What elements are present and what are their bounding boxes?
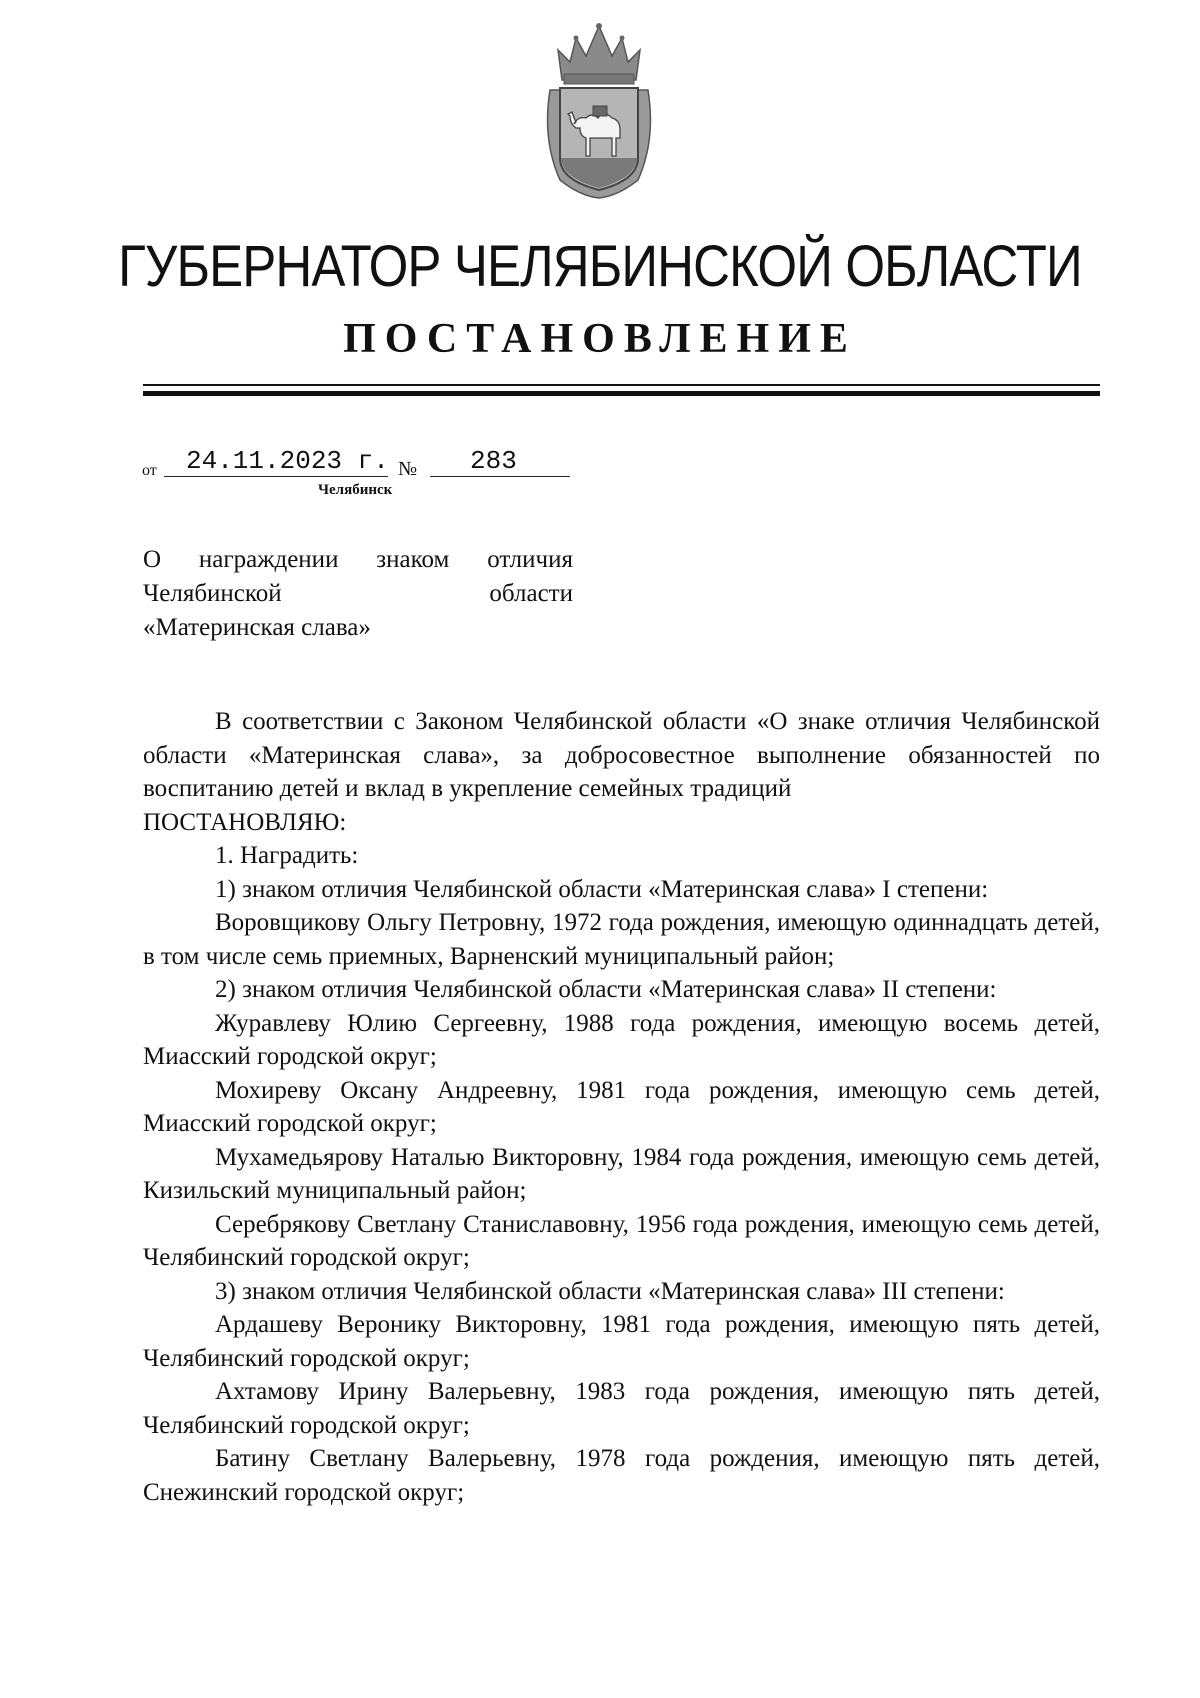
subject-word: знаком <box>376 546 450 573</box>
date-underline <box>164 476 388 477</box>
awardee-entry: Журавлеву Юлию Сергеевну, 1988 года рождения, имеющую восемь детей, Миасский городской округ; <box>143 1009 1100 1070</box>
preamble-paragraph: В соответствии с Законом Челябинской области «О знаке отличия Челябинской области «Материнская слава», за добросовестное выполнение обязанностей по воспитанию детей и вклад в укрепление семейных традиций <box>143 708 1100 802</box>
date-number-row <box>140 448 620 478</box>
subclause-degree-2: 2) знаком отличия Челябинской области «Материнская слава» II степени: <box>215 976 997 1003</box>
header-divider-thick <box>143 391 1100 396</box>
document-date: 24.11.2023 г. <box>186 446 389 476</box>
city-name: Челябинск <box>318 482 393 498</box>
subject-line-3: «Материнская слава» <box>143 614 371 641</box>
awardee-entry: Ахтамову Ирину Валерьевну, 1983 года рождения, имеющую пять детей, Челябинский городской округ; <box>143 1378 1100 1439</box>
document-type: ПОСТАНОВЛЕНИЕ <box>343 316 857 362</box>
awardee-entry: Батину Светлану Валерьевну, 1978 года рождения, имеющую пять детей, Снежинский городской округ; <box>143 1445 1100 1506</box>
document-number: 283 <box>470 446 517 476</box>
chelyabinsk-coat-of-arms-icon <box>540 20 658 200</box>
awardee-entry: Воровщикову Ольгу Петровну, 1972 года рождения, имеющую одиннадцать детей, в том числе семь приемных, Варненский муниципальный район; <box>143 909 1100 970</box>
resolution-keyword: ПОСТАНОВЛЯЮ: <box>143 808 347 836</box>
subject-word: награждении <box>198 546 339 573</box>
authority-title: ГУБЕРНАТОР ЧЕЛЯБИНСКОЙ ОБЛАСТИ <box>118 234 1082 299</box>
subject-word: области <box>489 580 573 607</box>
from-label: от <box>142 462 157 479</box>
number-underline <box>430 476 570 477</box>
document-body <box>143 705 1100 1509</box>
subclause-degree-3: 3) знаком отличия Челябинской области «Материнская слава» III степени: <box>215 1277 1005 1305</box>
header-divider-thin <box>143 384 1100 386</box>
subclause-degree-1: 1) знаком отличия Челябинской области «Материнская слава» I степени: <box>215 875 989 903</box>
number-label: № <box>398 458 418 480</box>
awardee-entry: Ардашеву Веронику Викторовну, 1981 года рождения, имеющую пять детей, Челябинский городской округ; <box>143 1311 1100 1372</box>
subject-word: отличия <box>487 546 573 573</box>
subject-word: О <box>143 546 162 573</box>
awardee-entry: Серебрякову Светлану Станиславовну, 1956 года рождения, имеющую семь детей, Челябинский городской округ; <box>143 1210 1100 1271</box>
awardee-entry: Мохиреву Оксану Андреевну, 1981 года рождения, имеющую семь детей, Миасский городской округ; <box>143 1076 1100 1137</box>
subject-line-1 <box>143 543 573 577</box>
clause-1: 1. Наградить: <box>215 842 359 869</box>
subject-line-2 <box>143 577 573 611</box>
awardee-entry: Мухамедьярову Наталью Викторовну, 1984 года рождения, имеющую семь детей, Кизильский муниципальный район; <box>143 1143 1100 1204</box>
document-subject <box>143 543 573 645</box>
subject-word: Челябинской <box>143 580 282 607</box>
